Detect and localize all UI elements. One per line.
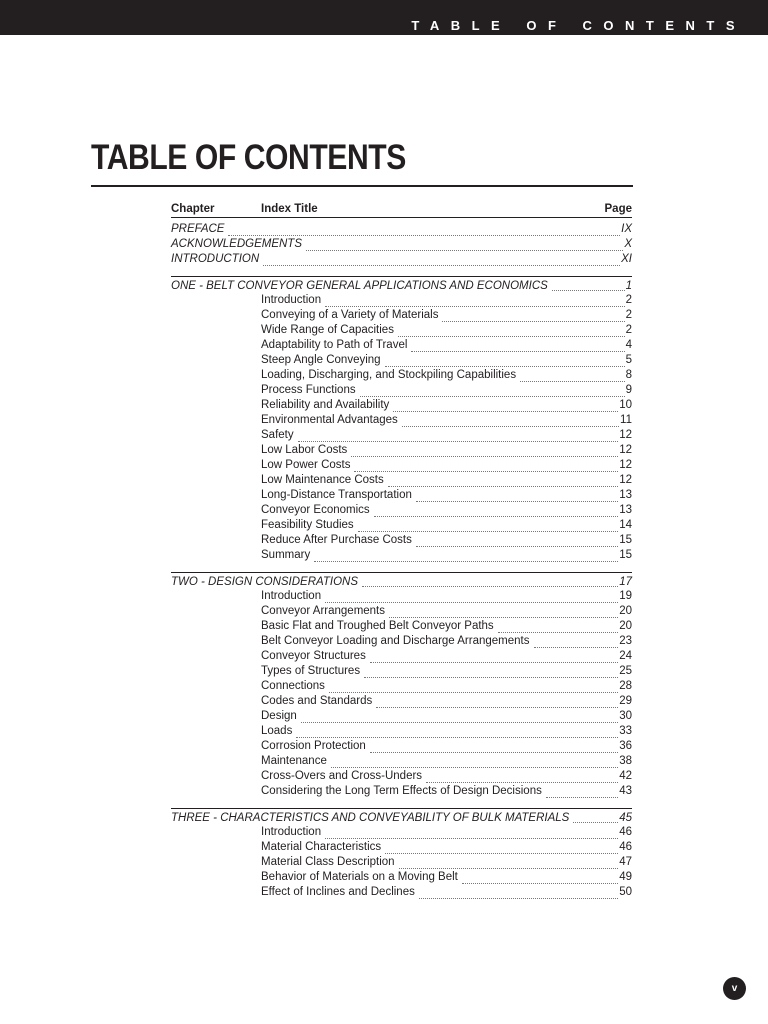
toc-chapter-entry[interactable] (171, 276, 632, 291)
dot-leader (370, 653, 618, 663)
entry-title: Adaptability to Path of Travel (261, 339, 408, 351)
toc-section-entry[interactable] (171, 784, 632, 799)
toc-section-entry[interactable] (171, 308, 632, 323)
entry-page: 1 (625, 280, 632, 292)
dot-leader (552, 281, 625, 291)
entry-title: Feasibility Studies (261, 519, 354, 531)
entry-page: XI (621, 253, 632, 265)
column-header-chapter: Chapter (171, 203, 215, 215)
dot-leader (364, 668, 618, 678)
entry-page: 28 (619, 680, 632, 692)
dot-leader (351, 447, 618, 457)
page-title: TABLE OF CONTENTS (91, 138, 406, 177)
entry-title: Design (261, 710, 297, 722)
title-divider (91, 185, 633, 187)
entry-title: Conveyor Economics (261, 504, 370, 516)
dot-leader (362, 577, 618, 587)
entry-title: Material Class Description (261, 856, 395, 868)
entry-title: Low Maintenance Costs (261, 474, 384, 486)
entry-title: Low Power Costs (261, 459, 351, 471)
toc-section-entry[interactable] (171, 855, 632, 870)
toc-section-entry[interactable] (171, 604, 632, 619)
entry-title: INTRODUCTION (171, 253, 260, 265)
entry-page: 20 (619, 605, 632, 617)
entry-page: 43 (619, 785, 632, 797)
entry-title: Conveyor Structures (261, 650, 366, 662)
dot-leader (296, 728, 618, 738)
entry-title: Wide Range of Capacities (261, 324, 394, 336)
entry-page: 4 (625, 339, 632, 351)
toc-front-matter-entry[interactable] (171, 222, 632, 237)
dot-leader (442, 312, 624, 322)
entry-title: Introduction (261, 590, 322, 602)
entry-page: 17 (619, 576, 632, 588)
toc-section-entry[interactable] (171, 428, 632, 443)
entry-title: Long-Distance Transportation (261, 489, 412, 501)
entry-title: Conveyor Arrangements (261, 605, 386, 617)
dot-leader (462, 874, 618, 884)
toc-section-entry[interactable] (171, 649, 632, 664)
dot-leader (314, 552, 618, 562)
entry-title: Safety (261, 429, 294, 441)
entry-page: 36 (619, 740, 632, 752)
dot-leader (498, 623, 619, 633)
entry-title: Process Functions (261, 384, 356, 396)
entry-page: 12 (619, 429, 632, 441)
toc-section-entry[interactable] (171, 739, 632, 754)
toc-chapter-entry[interactable] (171, 808, 632, 823)
toc-section-entry[interactable] (171, 548, 632, 563)
toc-section-entry[interactable] (171, 885, 632, 900)
toc-section-entry[interactable] (171, 769, 632, 784)
dot-leader (393, 402, 618, 412)
dot-leader (399, 859, 619, 869)
entry-title: Reliability and Availability (261, 399, 390, 411)
toc-chapter-entry[interactable] (171, 572, 632, 587)
dot-leader (573, 813, 618, 823)
entry-page: 30 (619, 710, 632, 722)
dot-leader (298, 432, 619, 442)
entry-page: 33 (619, 725, 632, 737)
dot-leader (301, 713, 618, 723)
entry-page: 23 (619, 635, 632, 647)
entry-page: 50 (619, 886, 632, 898)
dot-leader (354, 462, 618, 472)
entry-title: Corrosion Protection (261, 740, 366, 752)
toc-section-entry[interactable] (171, 694, 632, 709)
entry-title: ONE - BELT CONVEYOR GENERAL APPLICATIONS AND ECONOMICS (171, 280, 548, 292)
toc-table (171, 202, 632, 900)
toc-section-entry[interactable] (171, 589, 632, 604)
dot-leader (419, 889, 618, 899)
entry-page: 2 (625, 309, 632, 321)
dot-leader (360, 387, 625, 397)
entry-page: 12 (619, 444, 632, 456)
toc-front-matter-entry[interactable] (171, 252, 632, 267)
entry-title: Maintenance (261, 755, 327, 767)
toc-section-entry[interactable] (171, 398, 632, 413)
running-header-title: TABLE OF CONTENTS (411, 18, 746, 33)
entry-title: Reduce After Purchase Costs (261, 534, 412, 546)
entry-page: 5 (625, 354, 632, 366)
toc-section-entry[interactable] (171, 679, 632, 694)
toc-section-entry[interactable] (171, 634, 632, 649)
toc-header-row (171, 202, 632, 218)
entry-page: 46 (619, 826, 632, 838)
entry-page: 8 (625, 369, 632, 381)
toc-front-matter-entry[interactable] (171, 237, 632, 252)
dot-leader (329, 683, 618, 693)
entry-page: 25 (619, 665, 632, 677)
dot-leader (325, 297, 624, 307)
entry-title: Belt Conveyor Loading and Discharge Arrangements (261, 635, 530, 647)
running-header-bar (0, 0, 768, 35)
entry-page: 15 (619, 534, 632, 546)
toc-section-entry[interactable] (171, 383, 632, 398)
dot-leader (385, 357, 625, 367)
entry-page: 47 (619, 856, 632, 868)
dot-leader (385, 844, 618, 854)
dot-leader (534, 638, 619, 648)
page-number-badge: v (723, 977, 746, 1000)
entry-page: 38 (619, 755, 632, 767)
dot-leader (402, 417, 619, 427)
entry-page: 20 (619, 620, 632, 632)
entry-page: 2 (625, 294, 632, 306)
toc-section-entry[interactable] (171, 293, 632, 308)
entry-title: Environmental Advantages (261, 414, 398, 426)
entry-title: Introduction (261, 294, 322, 306)
entry-title: Material Characteristics (261, 841, 382, 853)
entry-page: 13 (619, 504, 632, 516)
dot-leader (376, 698, 618, 708)
toc-section-entry[interactable] (171, 323, 632, 338)
entry-title: TWO - DESIGN CONSIDERATIONS (171, 576, 358, 588)
entry-title: Behavior of Materials on a Moving Belt (261, 871, 458, 883)
entry-page: 2 (625, 324, 632, 336)
entry-title: Types of Structures (261, 665, 361, 677)
dot-leader (411, 342, 624, 352)
toc-section-entry[interactable] (171, 488, 632, 503)
entry-title: Cross-Overs and Cross-Unders (261, 770, 423, 782)
entry-title: Summary (261, 549, 311, 561)
entry-title: Introduction (261, 826, 322, 838)
entry-page: 12 (619, 459, 632, 471)
toc-section-entry[interactable] (171, 353, 632, 368)
entry-title: Basic Flat and Troughed Belt Conveyor Paths (261, 620, 494, 632)
toc-section-entry[interactable] (171, 709, 632, 724)
toc-section-entry[interactable] (171, 368, 632, 383)
toc-section-entry[interactable] (171, 870, 632, 885)
toc-section-entry[interactable] (171, 840, 632, 855)
dot-leader (325, 829, 618, 839)
dot-leader (416, 537, 618, 547)
dot-leader (426, 773, 618, 783)
dot-leader (398, 327, 625, 337)
entry-title: Conveying of a Variety of Materials (261, 309, 439, 321)
entry-title: Codes and Standards (261, 695, 373, 707)
column-header-index-title: Index Title (261, 203, 318, 215)
toc-section-entry[interactable] (171, 754, 632, 769)
toc-section-entry[interactable] (171, 503, 632, 518)
entry-page: 15 (619, 549, 632, 561)
entry-page: 29 (619, 695, 632, 707)
entry-title: Effect of Inclines and Declines (261, 886, 415, 898)
entry-page: IX (621, 223, 632, 235)
entry-page: 10 (619, 399, 632, 411)
dot-leader (325, 593, 618, 603)
entry-page: 19 (619, 590, 632, 602)
toc-section-entry[interactable] (171, 443, 632, 458)
dot-leader (546, 788, 618, 798)
entry-page: 9 (625, 384, 632, 396)
dot-leader (388, 477, 618, 487)
entry-title: Steep Angle Conveying (261, 354, 381, 366)
column-header-page: Page (604, 203, 632, 215)
toc-section-entry[interactable] (171, 518, 632, 533)
entry-page: 46 (619, 841, 632, 853)
toc-section-entry[interactable] (171, 338, 632, 353)
entry-page: 24 (619, 650, 632, 662)
dot-leader (520, 372, 625, 382)
entry-page: X (624, 238, 632, 250)
dot-leader (370, 743, 618, 753)
dot-leader (416, 492, 618, 502)
toc-section-entry[interactable] (171, 664, 632, 679)
entry-page: 12 (619, 474, 632, 486)
dot-leader (358, 522, 619, 532)
entry-title: Loads (261, 725, 293, 737)
dot-leader (374, 507, 619, 517)
toc-section-entry[interactable] (171, 458, 632, 473)
dot-leader (331, 758, 618, 768)
toc-section-entry[interactable] (171, 724, 632, 739)
toc-section-entry[interactable] (171, 619, 632, 634)
entry-title: Considering the Long Term Effects of Design Decisions (261, 785, 542, 797)
entry-page: 11 (620, 414, 632, 426)
toc-section-entry[interactable] (171, 533, 632, 548)
dot-leader (389, 608, 618, 618)
dot-leader (263, 256, 620, 266)
entry-title: PREFACE (171, 223, 225, 235)
entry-page: 49 (619, 871, 632, 883)
toc-section-entry[interactable] (171, 825, 632, 840)
entry-page: 45 (619, 812, 632, 824)
entry-title: ACKNOWLEDGEMENTS (171, 238, 302, 250)
entry-title: THREE - CHARACTERISTICS AND CONVEYABILITY OF BULK MATERIALS (171, 812, 570, 824)
entry-title: Connections (261, 680, 325, 692)
entry-page: 42 (619, 770, 632, 782)
entry-page: 13 (619, 489, 632, 501)
dot-leader (306, 241, 623, 251)
dot-leader (228, 226, 620, 236)
toc-section-entry[interactable] (171, 413, 632, 428)
entry-title: Low Labor Costs (261, 444, 348, 456)
entry-title: Loading, Discharging, and Stockpiling Capabilities (261, 369, 517, 381)
entry-page: 14 (619, 519, 632, 531)
toc-section-entry[interactable] (171, 473, 632, 488)
